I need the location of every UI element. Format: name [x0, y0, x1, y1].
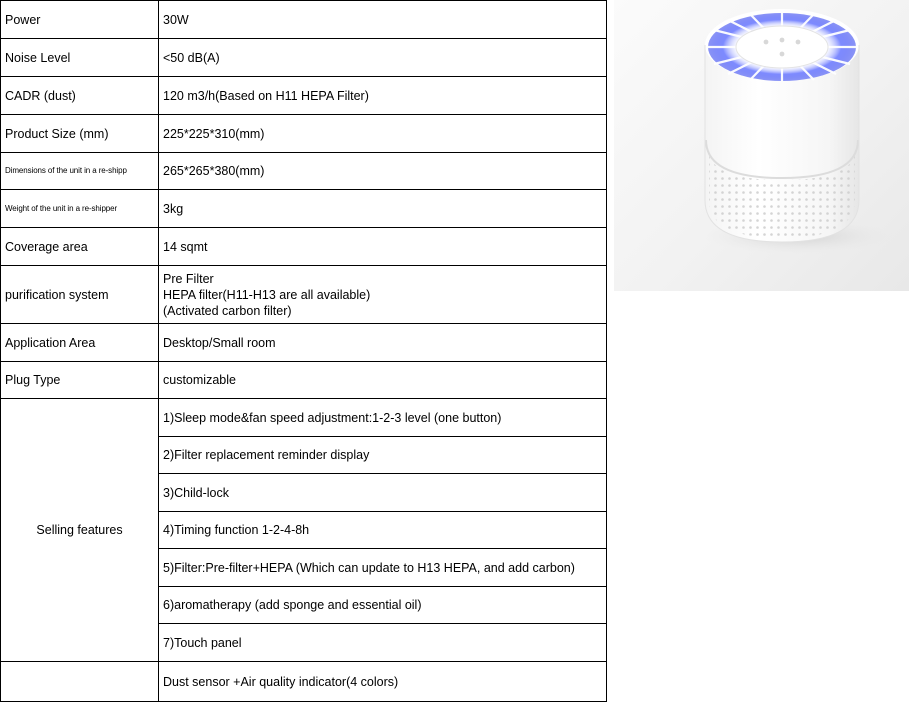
spec-value: 30W [159, 1, 607, 39]
spec-value-line: HEPA filter(H11-H13 are all available) [163, 287, 371, 302]
selling-feature-item: 6)aromatherapy (add sponge and essential oil) [159, 587, 607, 624]
selling-feature-item: 7)Touch panel [159, 624, 607, 662]
spec-label: CADR (dust) [1, 77, 159, 115]
spec-label: Weight of the unit in a re-shipper [1, 190, 159, 228]
selling-feature-item: 1)Sleep mode&fan speed adjustment:1-2-3 level (one button) [159, 399, 607, 437]
selling-feature-item: 2)Filter replacement reminder display [159, 437, 607, 474]
product-photo [614, 0, 909, 291]
spec-label: Product Size (mm) [1, 115, 159, 153]
spec-value: <50 dB(A) [159, 39, 607, 77]
spec-row-dimensions-reshipper [1, 153, 607, 190]
spec-label: Dimensions of the unit in a re-shipp [1, 153, 159, 190]
spec-label: Coverage area [1, 228, 159, 266]
spec-label: Power [1, 1, 159, 39]
selling-features-label: Selling features [1, 399, 159, 662]
spec-value: 225*225*310(mm) [159, 115, 607, 153]
spec-label: Application Area [1, 324, 159, 362]
spec-row-sensor [1, 662, 607, 702]
selling-feature-item: 5)Filter:Pre-filter+HEPA (Which can update to H13 HEPA, and add carbon) [159, 549, 607, 587]
spec-label [1, 662, 159, 702]
spec-row-power [1, 1, 607, 39]
spec-row-product-size [1, 115, 607, 153]
spec-row-application-area [1, 324, 607, 362]
spec-value: 3kg [159, 190, 607, 228]
spec-value: 120 m3/h(Based on H11 HEPA Filter) [159, 77, 607, 115]
spec-value: customizable [159, 362, 607, 399]
spec-value: 14 sqmt [159, 228, 607, 266]
spec-value-line: (Activated carbon filter) [163, 303, 292, 318]
spec-row-cadr [1, 77, 607, 115]
spec-row-noise-level [1, 39, 607, 77]
spec-value [159, 266, 607, 324]
selling-feature-row [1, 399, 607, 437]
spec-label: purification system [1, 266, 159, 324]
spec-value-line: Pre Filter [163, 271, 214, 286]
spec-row-purification-system [1, 266, 607, 324]
spec-row-weight-reshipper [1, 190, 607, 228]
spec-value: Desktop/Small room [159, 324, 607, 362]
spec-row-plug-type [1, 362, 607, 399]
selling-feature-item: 4)Timing function 1-2-4-8h [159, 512, 607, 549]
spec-value: Dust sensor +Air quality indicator(4 colors) [159, 662, 607, 702]
spec-row-coverage-area [1, 228, 607, 266]
air-purifier-illustration [614, 0, 909, 291]
spec-value: 265*265*380(mm) [159, 153, 607, 190]
spec-label: Plug Type [1, 362, 159, 399]
selling-feature-item: 3)Child-lock [159, 474, 607, 512]
spec-label: Noise Level [1, 39, 159, 77]
